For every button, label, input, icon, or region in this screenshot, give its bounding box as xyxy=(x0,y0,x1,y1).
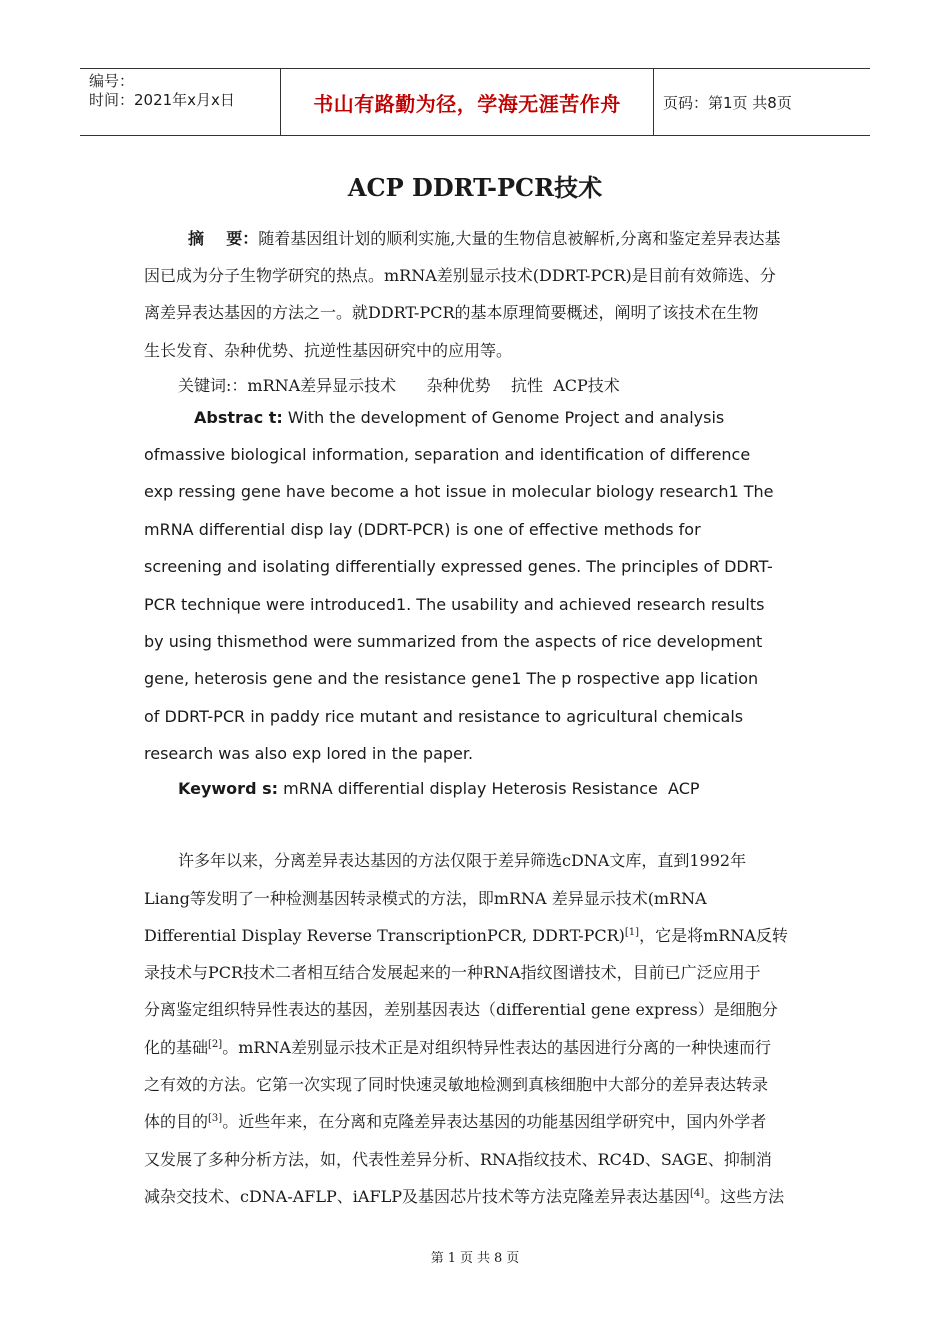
keywords-en: Keyword s: mRNA differential display Heterosis Resistance ACP xyxy=(178,779,700,798)
keywords-cn: 关键词:：mRNA差异显示技术 杂种优势 抗性 ACP技术 xyxy=(178,376,620,395)
body-line-7: 之有效的方法。它第一次实现了同时快速灵敏地检测到真核细胞中大部分的差异表达转录 xyxy=(144,1075,769,1094)
document-title: ACP DDRT-PCR技术 xyxy=(347,173,603,202)
abstract-cn-label: 摘 要： xyxy=(188,229,259,248)
page-footer: 第 1 页 共 8 页 xyxy=(430,1251,520,1266)
body-line-6: 化的基础[2]。mRNA差别显示技术正是对组织特异性表达的基因进行分离的一种快速而行 xyxy=(144,1038,771,1057)
abstract-en-line-3: exp ressing gene have become a hot issue in molecular biology research1 The xyxy=(144,482,774,501)
body-line-8: 体的目的[3]。近些年来，在分离和克隆差异表达基因的功能基因组学研究中，国内外学者 xyxy=(144,1112,767,1131)
abstract-en-line-1: Abstrac t: With the development of Genome Project and analysis xyxy=(194,408,725,427)
citation-4[interactable]: [4] xyxy=(689,1188,705,1199)
abstract-cn-line-4: 生长发育、杂种优势、抗逆性基因研究中的应用等。 xyxy=(144,341,513,360)
body-line-2: Liang等发明了一种检测基因转录模式的方法，即mRNA 差异显示技术(mRNA xyxy=(144,889,707,908)
header-table xyxy=(80,68,870,136)
citation-1[interactable]: [1] xyxy=(624,927,640,938)
abstract-cn-line-3: 离差异表达基因的方法之一。就DDRT-PCR的基本原理简要概述，阐明了该技术在生物 xyxy=(144,303,759,322)
keywords-en-label: Keyword s: xyxy=(178,779,279,798)
body-line-3: Differential Display Reverse TranscriptionPCR, DDRT-PCR)[1]，它是将mRNA反转 xyxy=(144,926,788,945)
abstract-en-line-5: screening and isolating differentially expressed genes. The principles of DDRT- xyxy=(144,557,773,576)
header-motto: 书山有路勤为径，学海无涯苦作舟 xyxy=(281,69,654,135)
footer-page-number: 1 xyxy=(447,1251,456,1266)
abstract-en-line-4: mRNA differential disp lay (DDRT-PCR) is one of effective methods for xyxy=(144,520,701,539)
abstract-en-line-8: gene, heterosis gene and the resistance gene1 The p rospective app lication xyxy=(144,669,759,688)
abstract-en-line-6: PCR technique were introduced1. The usability and achieved research results xyxy=(144,595,765,614)
header-page-info: 页码：第1页 共8页 xyxy=(663,93,792,112)
abstract-cn-line-2: 因已成为分子生物学研究的热点。mRNA差别显示技术(DDRT-PCR)是目前有效筛选、分 xyxy=(144,266,776,285)
body-line-1: 许多年以来，分离差异表达基因的方法仅限于差异筛选cDNA文库，直到1992年 xyxy=(178,851,747,870)
body-line-4: 录技术与PCR技术二者相互结合发展起来的一种RNA指纹图谱技术，目前已广泛应用于 xyxy=(144,963,761,982)
abstract-en-label: Abstrac t: xyxy=(194,408,283,427)
time-label: 时间：2021年x月x日 xyxy=(89,91,235,109)
header-meta-cell xyxy=(80,69,281,135)
citation-3[interactable]: [3] xyxy=(208,1113,223,1124)
footer-total-pages: 8 xyxy=(494,1251,503,1266)
citation-2[interactable]: [2] xyxy=(208,1039,223,1050)
abstract-en-line-9: of DDRT-PCR in paddy rice mutant and resistance to agricultural chemicals xyxy=(144,707,744,726)
abstract-en-line-7: by using thismethod were summarized from the aspects of rice development xyxy=(144,632,763,651)
body-line-9: 又发展了多种分析方法，如，代表性差异分析、RNA指纹技术、RC4D、SAGE、抑制消 xyxy=(144,1150,772,1169)
abstract-en-line-10: research was also exp lored in the paper. xyxy=(144,744,474,763)
abstract-cn-line-1: 摘 要：随着基因组计划的顺利实施,大量的生物信息被解析,分离和鉴定差异表达基 xyxy=(188,229,781,248)
body-line-10: 减杂交技术、cDNA-AFLP、iAFLP及基因芯片技术等方法克隆差异表达基因[4]。这些方法 xyxy=(144,1187,785,1206)
body-line-5: 分离鉴定组织特异性表达的基因，差别基因表达（differential gene express）是细胞分 xyxy=(144,1000,778,1019)
number-label: 编号： xyxy=(89,72,135,90)
abstract-en-line-2: ofmassive biological information, separation and identification of difference xyxy=(144,445,751,464)
